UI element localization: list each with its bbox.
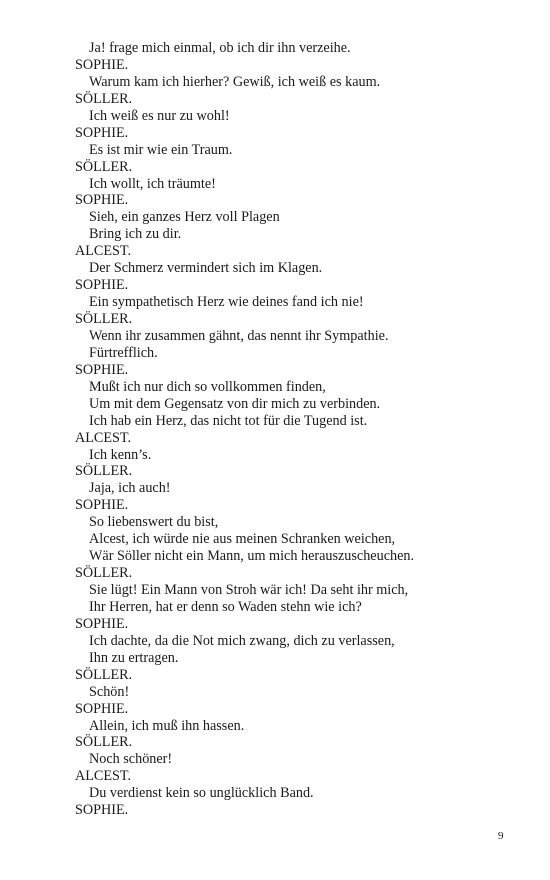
verse-line: Ich dachte, da die Not mich zwang, dich zu verlassen,: [89, 632, 395, 649]
verse-line: Du verdienst kein so unglücklich Band.: [89, 785, 314, 802]
speaker-name: SOPHIE.: [75, 802, 129, 819]
verse-line: Allein, ich muß ihn hassen.: [89, 717, 245, 734]
verse-line: So liebenswert du bist,: [89, 514, 219, 531]
speaker-name: SÖLLER.: [75, 666, 133, 683]
speaker-name: ALCEST.: [75, 243, 132, 260]
verse-line: Ich hab ein Herz, das nicht tot für die Tugend ist.: [89, 412, 368, 429]
speaker-name: SOPHIE.: [75, 124, 129, 141]
verse-line: Wenn ihr zusammen gähnt, das nennt ihr Sympathie.: [89, 327, 389, 344]
verse-line: Fürtrefflich.: [89, 344, 158, 361]
verse-line: Ich weiß es nur zu wohl!: [89, 107, 230, 124]
verse-line: Ja! frage mich einmal, ob ich dir ihn verzeihe.: [89, 40, 351, 56]
verse-line: Jaja, ich auch!: [89, 480, 171, 497]
speaker-name: ALCEST.: [75, 429, 132, 446]
verse-line: Der Schmerz vermindert sich im Klagen.: [89, 260, 323, 277]
verse-line: Mußt ich nur dich so vollkommen finden,: [89, 378, 326, 395]
speaker-name: SOPHIE.: [75, 361, 129, 378]
verse-line: Um mit dem Gegensatz von dir mich zu verbinden.: [89, 395, 381, 412]
verse-line: Ihr Herren, hat er denn so Waden stehn wie ich?: [89, 598, 362, 615]
page-number: 9: [498, 830, 504, 842]
verse-line: Es ist mir wie ein Traum.: [89, 141, 233, 158]
speaker-name: SOPHIE.: [75, 192, 129, 209]
verse-line: Schön!: [89, 683, 130, 700]
verse-line: Bring ich zu dir.: [89, 226, 182, 243]
verse-line: Ich wollt, ich träumte!: [89, 175, 216, 192]
speaker-name: SÖLLER.: [75, 565, 133, 582]
verse-line: Ich kenn’s.: [89, 446, 152, 463]
speaker-name: SOPHIE.: [75, 700, 129, 717]
speaker-name: SÖLLER.: [75, 311, 133, 327]
speaker-name: SOPHIE.: [75, 277, 129, 294]
verse-line: Noch schöner!: [89, 751, 173, 768]
verse-line: Sieh, ein ganzes Herz voll Plagen: [89, 209, 280, 226]
speaker-name: SOPHIE.: [75, 615, 129, 632]
speaker-name: SOPHIE.: [75, 56, 129, 73]
verse-line: Alcest, ich würde nie aus meinen Schranken weichen,: [89, 531, 396, 548]
verse-line: Wär Söller nicht ein Mann, um mich herauszuscheuchen.: [89, 548, 415, 565]
verse-line: Sie lügt! Ein Mann von Stroh wär ich! Da seht ihr mich,: [89, 582, 409, 598]
play-text: [0, 40, 550, 819]
speaker-name: SÖLLER.: [75, 734, 133, 751]
verse-line: Warum kam ich hierher? Gewiß, ich weiß es kaum.: [89, 73, 381, 90]
speaker-name: SÖLLER.: [75, 90, 133, 107]
speaker-name: SÖLLER.: [75, 158, 133, 175]
verse-line: Ihn zu ertragen.: [89, 649, 179, 666]
speaker-name: SOPHIE.: [75, 497, 129, 514]
speaker-name: ALCEST.: [75, 768, 132, 785]
verse-line: Ein sympathetisch Herz wie deines fand ich nie!: [89, 294, 364, 311]
speaker-name: SÖLLER.: [75, 463, 133, 480]
